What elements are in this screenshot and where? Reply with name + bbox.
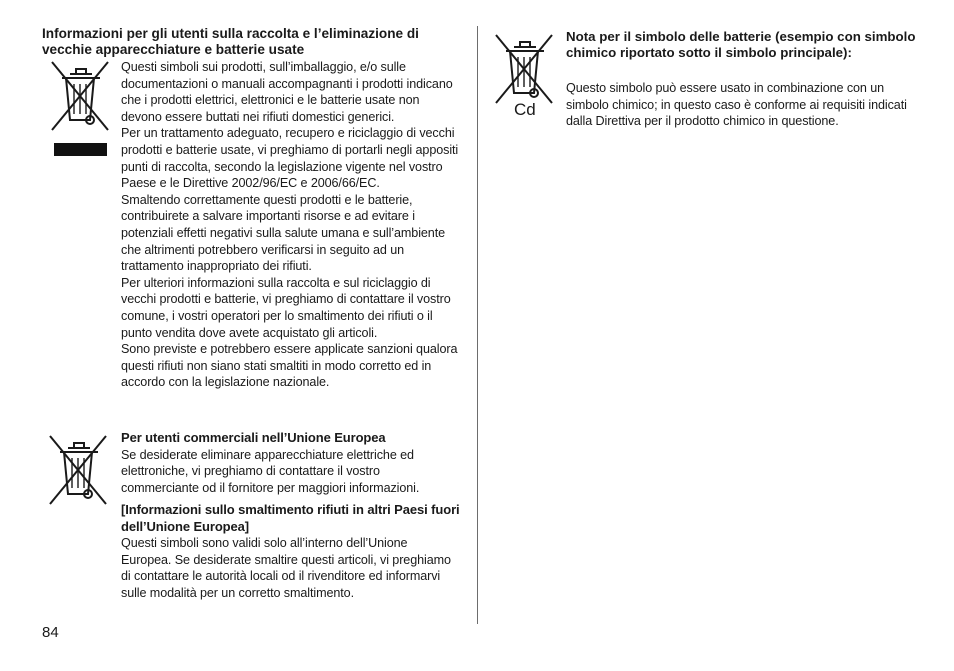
battery-note-text: Questo simbolo può essere usato in combinazione con un simbolo chimico; in questo caso è conforme ai requisiti indicati dalla Direttiva per il prodotto chimico in questione. [566, 81, 907, 129]
crossed-bin-icon [50, 58, 112, 132]
crossed-bin-icon [494, 31, 556, 105]
main-body-text [121, 59, 461, 391]
paragraph: Per un trattamento adeguato, recupero e riciclaggio di vecchi prodotti e batterie usate, vi preghiamo di portarli negli appositi punti di raccolta, secondo la legislazione vigente nel vostro Paese e le Direttive 2002/96/EC e 2006/66/EC. [121, 126, 459, 191]
paragraph: Smaltendo correttamente questi prodotti e le batterie, contribuirete a salvare importanti risorse e ad evitare i potenziali effetti negativi sulla salute umana e sull’ambiente che altrimenti potrebbero verificarsi in seguito ad un trattamento inappropriato dei rifiuti. [121, 192, 446, 274]
section-title: Informazioni per gli utenti sulla raccolta e l’eliminazione di vecchie apparecchiature e batterie usate [42, 26, 419, 57]
paragraph: Questi simboli sui prodotti, sull’imballaggio, e/o sulle documentazioni o manuali accompagnanti i prodotti indicano che i prodotti elettrici, elettronici e le batterie usate non devono essere buttati nei rifiuti domestici generici. [121, 60, 453, 124]
business-heading: Per utenti commerciali nell’Unione Europea [121, 430, 386, 445]
crossed-bin-icon [48, 432, 110, 506]
paragraph: Per ulteriori informazioni sulla raccolta e sul riciclaggio di vecchi prodotti e batterie, vi preghiamo di contattare il vostro comune, i vostri operatori per lo smaltimento dei rifiuti o il punto vendita dove avete acquistato gli articoli. [121, 275, 451, 340]
column-divider [477, 26, 478, 624]
outside-eu-heading: [Informazioni sullo smaltimento rifiuti in altri Paesi fuori dell’Unione Europea] [121, 502, 460, 534]
page-number: 84 [42, 624, 59, 641]
outside-eu-text: Questi simboli sono validi solo all’interno dell’Unione Europea. Se desiderate smaltire questi articoli, vi preghiamo di contattare le autorità locali od il rivenditore ed informarvi sulle modalità per un corretto smaltimento. [121, 536, 451, 600]
battery-note-heading: Nota per il simbolo delle batterie (esempio con simbolo chimico riportato sotto il simbolo principale): [566, 29, 916, 60]
paragraph: Sono previste e potrebbero essere applicate sanzioni qualora questi rifiuti non siano stati smaltiti in modo corretto ed in accordo con la legislazione nazionale. [121, 342, 458, 390]
solid-bar-symbol [54, 143, 107, 156]
chemical-symbol-label: Cd [514, 100, 536, 119]
business-users-section [121, 430, 461, 496]
outside-eu-section [121, 502, 461, 602]
business-text: Se desiderate eliminare apparecchiature elettriche ed elettroniche, vi preghiamo di contattare il vostro commerciante od il fornitore per maggiori informazioni. [121, 447, 420, 495]
